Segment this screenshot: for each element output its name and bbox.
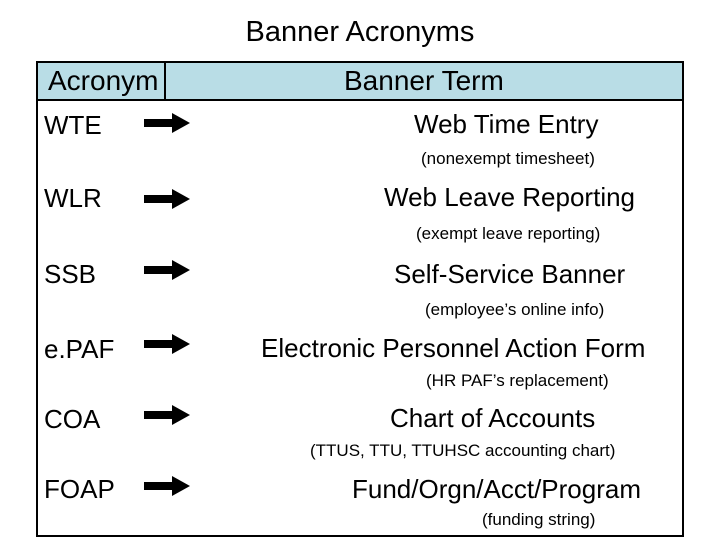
note-foap: (funding string) [482,510,596,529]
term-foap: Fund/Orgn/Acct/Program [352,474,641,504]
term-ssb: Self-Service Banner [394,259,626,289]
right-arrow-icon [144,405,190,425]
right-arrow-icon [144,260,190,280]
header-term-label: Banner Term [344,65,504,96]
note-coa: (TTUS, TTU, TTUHSC accounting chart) [310,441,616,460]
acronym-wte: WTE [44,110,102,140]
term-coa: Chart of Accounts [390,403,596,433]
note-wte: (nonexempt timesheet) [421,149,595,168]
acronym-epaf: e.PAF [44,334,115,364]
term-wte: Web Time Entry [414,109,599,139]
acronym-foap: FOAP [44,474,115,504]
acronym-ssb: SSB [44,259,97,289]
right-arrow-icon [144,476,190,496]
term-wlr: Web Leave Reporting [384,182,636,212]
note-wlr: (exempt leave reporting) [416,224,601,243]
note-ssb: (employee’s online info) [425,300,605,319]
acronym-coa: COA [44,404,101,434]
right-arrow-icon [144,113,190,133]
page-title: Banner Acronyms [245,16,475,48]
acronym-wlr: WLR [44,183,102,213]
header-acronym-label: Acronym [48,65,159,96]
right-arrow-icon [144,189,190,209]
term-epaf: Electronic Personnel Action Form [261,333,646,363]
right-arrow-icon [144,334,190,354]
note-epaf: (HR PAF’s replacement) [426,371,609,390]
